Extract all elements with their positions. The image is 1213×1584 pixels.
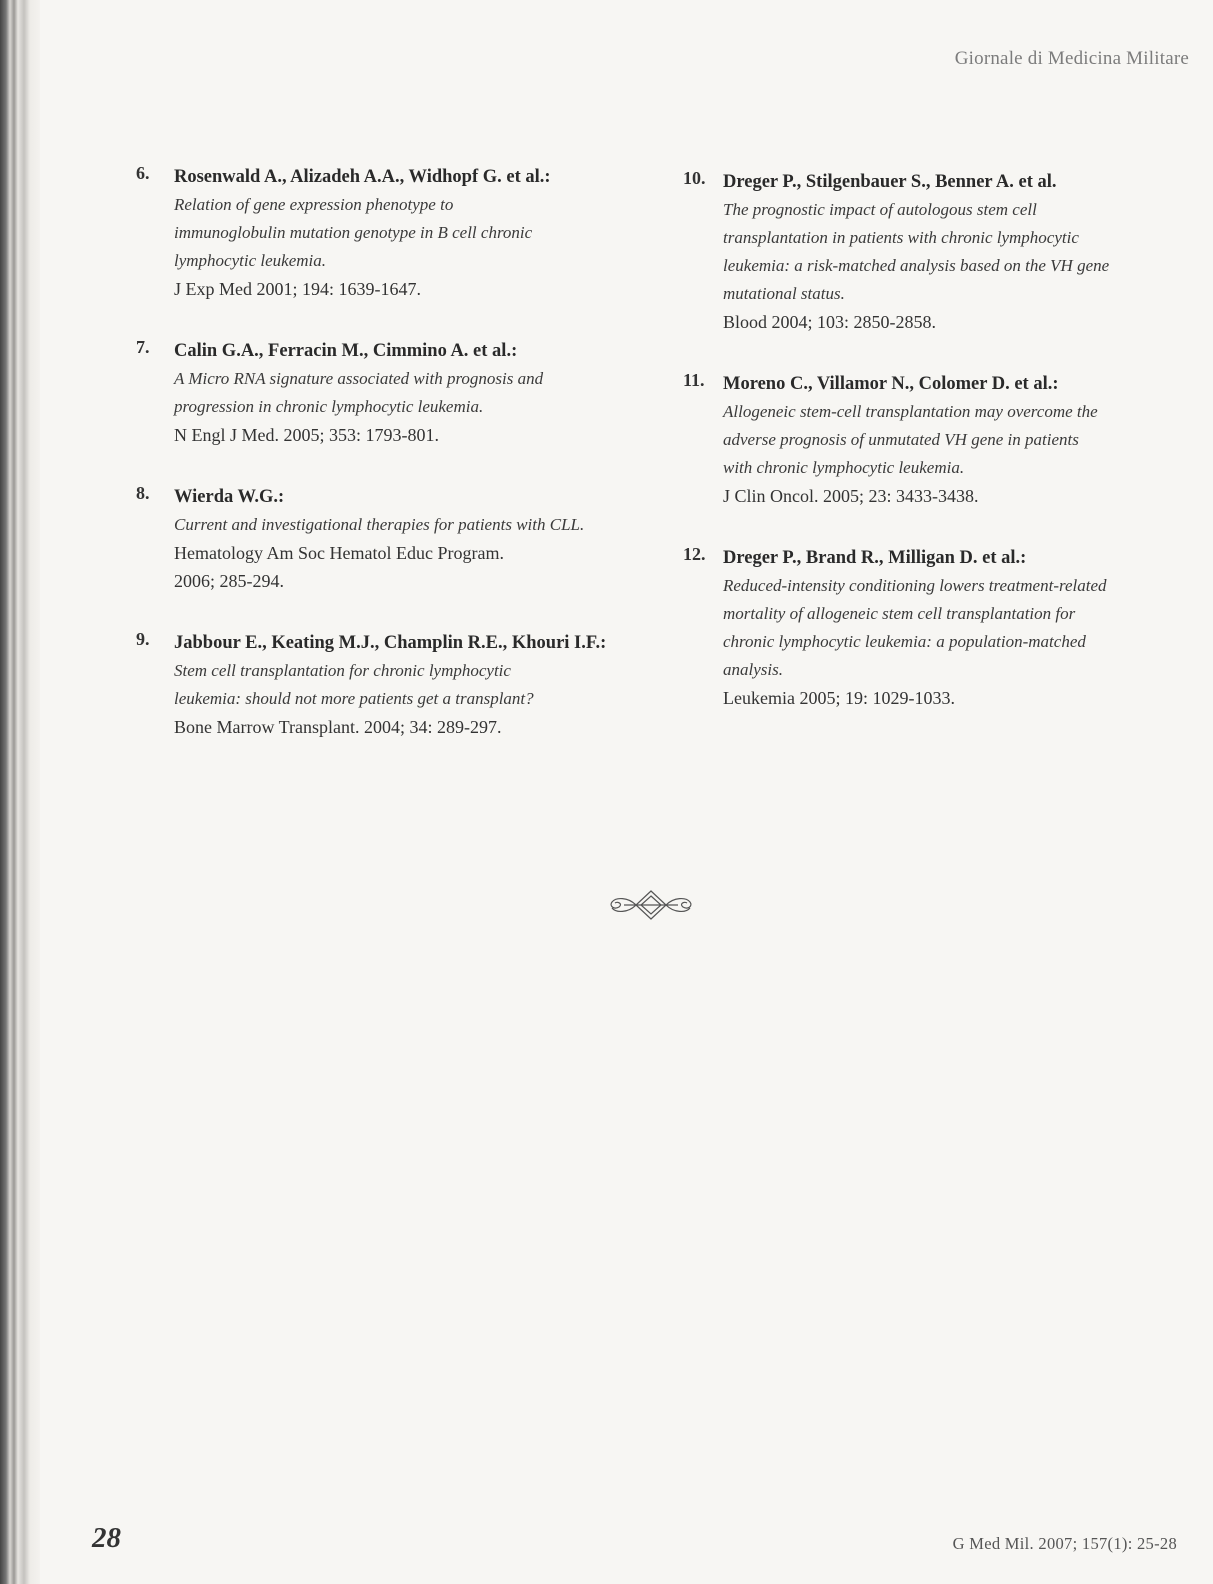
reference-number: 12. — [683, 544, 706, 564]
reference-authors: Dreger P., Stilgenbauer S., Benner A. et al. — [723, 172, 1057, 192]
reference-title-line: chronic lymphocytic leukemia: a population-matched — [723, 632, 1086, 651]
reference-number: 6. — [136, 163, 150, 183]
ornament-divider-icon — [604, 888, 698, 922]
references-right-column — [683, 168, 1193, 746]
book-spine-shadow — [0, 0, 40, 1584]
reference-title-line: analysis. — [723, 660, 783, 679]
reference-authors: Dreger P., Brand R., Milligan D. et al.: — [723, 548, 1027, 568]
reference-item — [683, 168, 1193, 336]
reference-item — [683, 370, 1193, 510]
reference-number: 11. — [683, 370, 705, 390]
reference-number: 7. — [136, 337, 150, 357]
reference-authors: Rosenwald A., Alizadeh A.A., Widhopf G. et al.: — [174, 167, 551, 187]
reference-title-line: Stem cell transplantation for chronic lymphocytic — [174, 661, 511, 680]
reference-title-line: mortality of allogeneic stem cell transplantation for — [723, 604, 1076, 623]
journal-citation: G Med Mil. 2007; 157(1): 25-28 — [952, 1534, 1177, 1553]
reference-title-line: Current and investigational therapies for patients with CLL. — [174, 515, 585, 534]
reference-title-line: A Micro RNA signature associated with prognosis and — [174, 369, 544, 388]
reference-source-line: Bone Marrow Transplant. 2004; 34: 289-297. — [174, 717, 502, 737]
reference-number: 10. — [683, 168, 706, 188]
reference-item — [683, 544, 1193, 712]
reference-source-line: Hematology Am Soc Hematol Educ Program. — [174, 543, 504, 563]
reference-title-line: mutational status. — [723, 284, 845, 303]
reference-title-line: immunoglobulin mutation genotype in B cell chronic — [174, 223, 533, 242]
reference-source-line: J Clin Oncol. 2005; 23: 3433-3438. — [723, 486, 979, 506]
page-number: 28 — [92, 1522, 121, 1554]
reference-number: 8. — [136, 483, 150, 503]
reference-title-line: leukemia: should not more patients get a transplant? — [174, 689, 534, 708]
reference-title-line: Relation of gene expression phenotype to — [174, 195, 454, 214]
reference-item — [136, 337, 626, 449]
reference-title-line: lymphocytic leukemia. — [174, 251, 326, 270]
references-left-column — [136, 163, 626, 775]
reference-source-line: Leukemia 2005; 19: 1029-1033. — [723, 688, 955, 708]
reference-source-line: N Engl J Med. 2005; 353: 1793-801. — [174, 425, 439, 445]
reference-title-line: Allogeneic stem-cell transplantation may overcome the — [723, 402, 1098, 421]
reference-source-line: 2006; 285-294. — [174, 571, 284, 591]
reference-title-line: with chronic lymphocytic leukemia. — [723, 458, 965, 477]
reference-title-line: Reduced-intensity conditioning lowers treatment-related — [723, 576, 1107, 595]
reference-title-line: The prognostic impact of autologous stem cell — [723, 200, 1037, 219]
reference-item — [136, 163, 626, 303]
reference-title-line: transplantation in patients with chronic lymphocytic — [723, 228, 1079, 247]
reference-title-line: progression in chronic lymphocytic leukemia. — [174, 397, 484, 416]
reference-item — [136, 629, 626, 741]
journal-name-header: Giornale di Medicina Militare — [954, 48, 1189, 69]
reference-number: 9. — [136, 629, 150, 649]
reference-authors: Calin G.A., Ferracin M., Cimmino A. et al.: — [174, 341, 518, 361]
reference-title-line: leukemia: a risk-matched analysis based on the VH gene — [723, 256, 1110, 275]
reference-source-line: Blood 2004; 103: 2850-2858. — [723, 312, 937, 332]
reference-item — [136, 483, 626, 595]
reference-authors: Jabbour E., Keating M.J., Champlin R.E., Khouri I.F.: — [174, 633, 607, 653]
reference-title-line: adverse prognosis of unmutated VH gene in patients — [723, 430, 1079, 449]
reference-source-line: J Exp Med 2001; 194: 1639-1647. — [174, 279, 421, 299]
reference-authors: Moreno C., Villamor N., Colomer D. et al.: — [723, 374, 1059, 394]
reference-authors: Wierda W.G.: — [174, 487, 285, 507]
